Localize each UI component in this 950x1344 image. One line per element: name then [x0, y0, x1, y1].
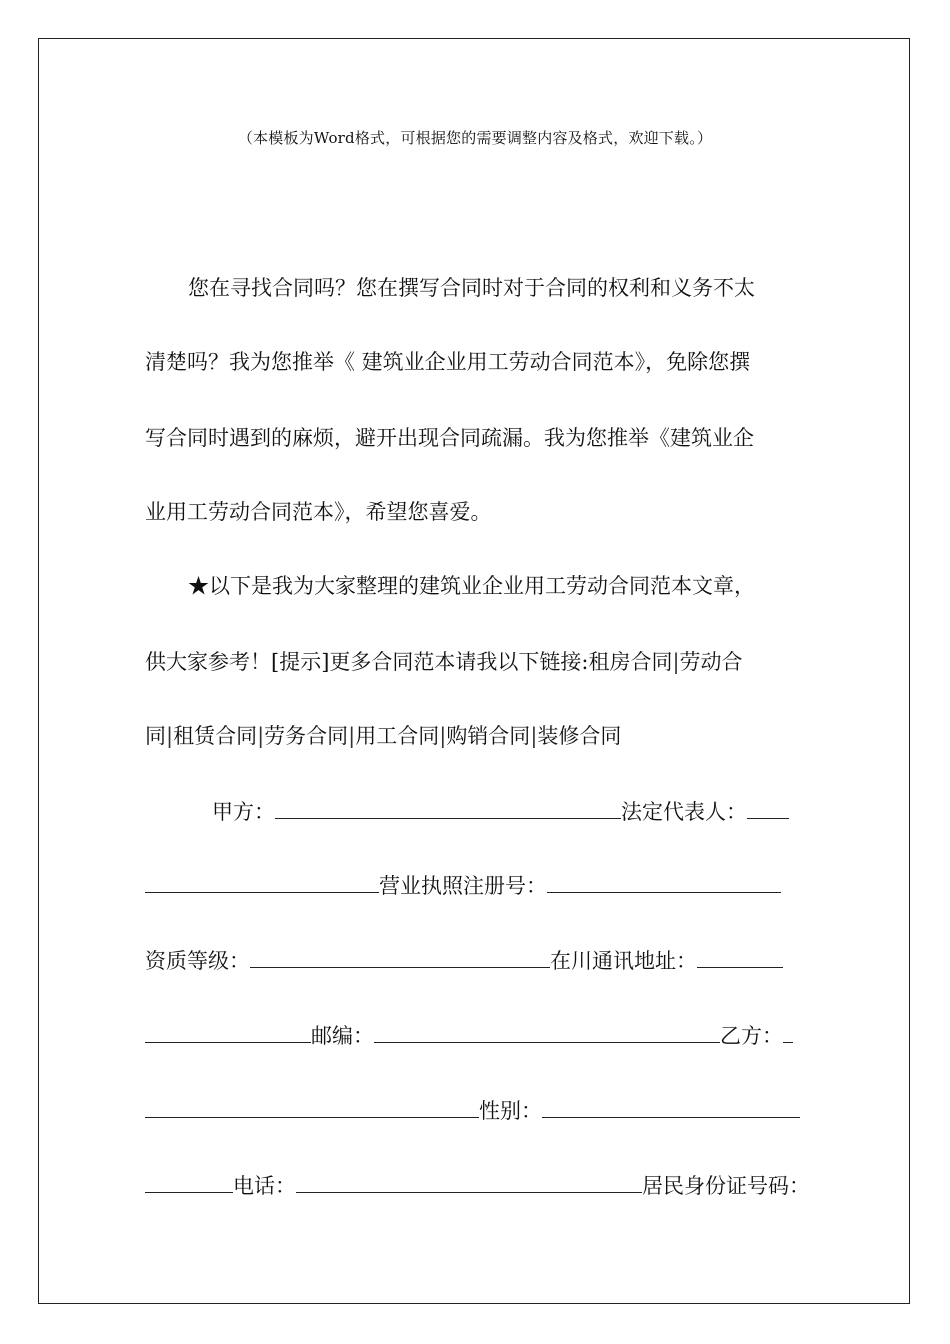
- tip-line-3: [145, 721, 621, 751]
- tip-line-1: ★以下是我为大家整理的建筑业企业用工劳动合同范本文章，: [188, 574, 755, 598]
- address-blank[interactable]: [697, 949, 783, 968]
- postcode-label: 邮编：: [311, 1024, 374, 1048]
- link-service-contract[interactable]: 劳务合同: [264, 724, 349, 748]
- qualification-label: 资质等级：: [145, 949, 250, 973]
- link-separator: |: [672, 650, 680, 674]
- form-row-5: [145, 1096, 800, 1126]
- intro-line-4: 业用工劳动合同范本》，希望您喜爱。: [145, 500, 492, 524]
- party-a-blank[interactable]: [275, 800, 621, 819]
- license-no-blank[interactable]: [547, 874, 781, 893]
- gender-label: 性别：: [479, 1099, 542, 1123]
- link-labor-contract-part[interactable]: 劳动合: [679, 650, 743, 674]
- party-b-label: 乙方：: [720, 1024, 783, 1048]
- legal-rep-label: 法定代表人：: [621, 800, 747, 824]
- address-blank-cont[interactable]: [145, 1024, 311, 1043]
- address-label: 在川通讯地址：: [550, 949, 697, 973]
- phone-label: 电话：: [233, 1174, 296, 1198]
- link-separator: |: [257, 724, 265, 748]
- link-employment-contract[interactable]: 用工合同: [355, 724, 440, 748]
- link-labor-contract-end[interactable]: 同: [145, 724, 166, 748]
- link-rental-housing[interactable]: 租房合同: [588, 650, 673, 674]
- intro-line-2: 清楚吗？我为您推举《 建筑业企业用工劳动合同范本》，免除您撰: [145, 350, 751, 374]
- gender-blank-cont[interactable]: [145, 1174, 233, 1193]
- intro-line-1: 您在寻找合同吗？您在撰写合同时对于合同的权利和义务不太: [188, 276, 755, 300]
- tip-prefix: 供大家参考！[提示]更多合同范本请我以下链接:: [145, 650, 589, 674]
- party-b-blank[interactable]: [783, 1024, 793, 1043]
- postcode-blank[interactable]: [374, 1024, 720, 1043]
- link-separator: |: [530, 724, 538, 748]
- link-separator: |: [439, 724, 447, 748]
- template-notice: （本模板为Word格式，可根据您的需要调整内容及格式，欢迎下载。）: [237, 129, 713, 147]
- party-a-label: 甲方：: [212, 800, 275, 824]
- link-separator: |: [166, 724, 174, 748]
- tip-line-2: [145, 647, 743, 677]
- form-row-1: [212, 797, 789, 827]
- qualification-blank[interactable]: [250, 949, 550, 968]
- legal-rep-blank-cont[interactable]: [145, 874, 379, 893]
- phone-blank[interactable]: [296, 1174, 642, 1193]
- gender-blank[interactable]: [542, 1099, 800, 1118]
- form-row-2: [145, 871, 781, 901]
- form-row-3: [145, 946, 783, 976]
- form-row-4: [145, 1021, 793, 1051]
- license-no-label: 营业执照注册号：: [379, 874, 547, 898]
- link-renovation-contract[interactable]: 装修合同: [537, 724, 622, 748]
- form-row-6: [145, 1171, 810, 1201]
- link-purchase-contract[interactable]: 购销合同: [446, 724, 531, 748]
- link-lease-contract[interactable]: 租赁合同: [173, 724, 258, 748]
- link-separator: |: [348, 724, 356, 748]
- id-no-label: 居民身份证号码：: [642, 1174, 810, 1198]
- legal-rep-blank[interactable]: [747, 800, 789, 819]
- intro-line-3: 写合同时遇到的麻烦，避开出现合同疏漏。我为您推举《建筑业企: [145, 426, 754, 450]
- party-b-blank-cont[interactable]: [145, 1099, 479, 1118]
